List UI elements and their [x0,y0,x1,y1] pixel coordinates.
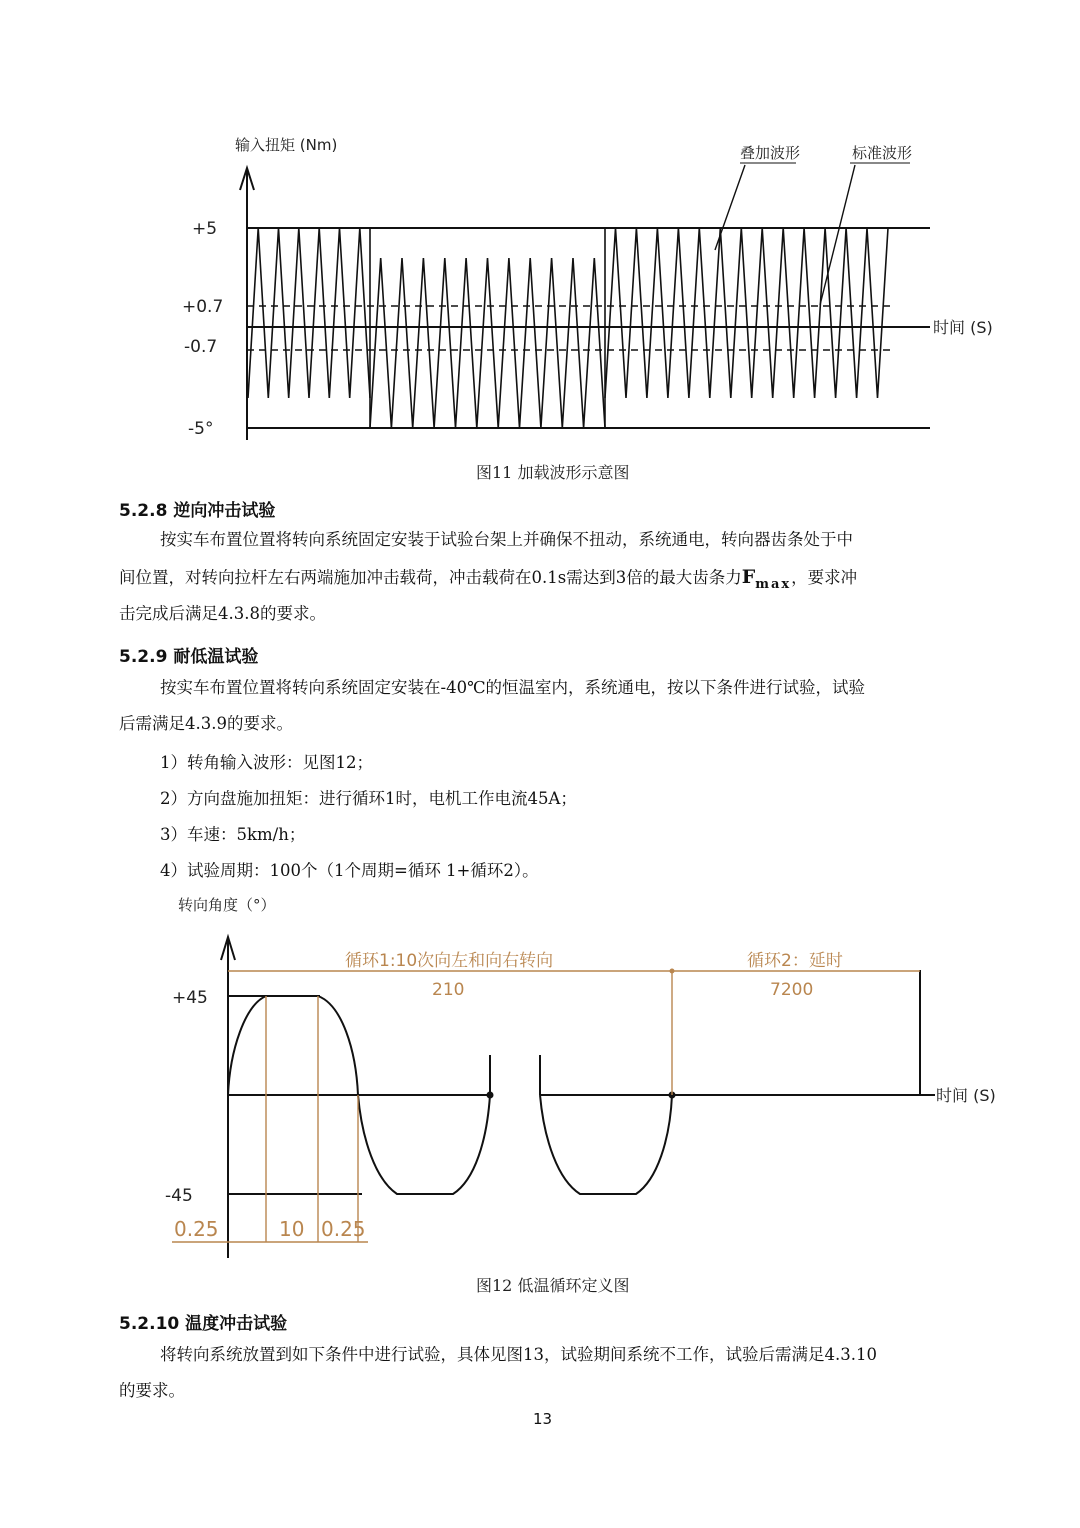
section-528-line-3: 击完成后满足4.3.8的要求。 [119,604,326,623]
section-529-line-1: 按实车布置位置将转向系统固定安装在-40℃的恒温室内，系统通电，按以下条件进行试验，试验 [160,678,866,697]
y-axis-label: 输入扭矩 (Nm) [235,136,338,154]
section-5210-line-1: 将转向系统放置到如下条件中进行试验，具体见图13，试验期间系统不工作，试验后需满足4.3.10 [160,1345,877,1364]
list-item-4: 4）试验周期：100个（1个周期=循环 1+循环2）。 [160,861,539,880]
y-tick-minus45: -45 [165,1186,193,1206]
dim-label-b: 10 [279,1217,305,1241]
legend-standard-wave: 标准波形 [852,144,913,162]
break-point-left [487,1092,494,1099]
x-axis-label: 时间 (S) [933,318,993,337]
figure-12-low-temp-cycle [0,885,1080,1265]
cycle-1-label: 循环1:10次向左和向右转向 [345,951,554,971]
section-528-heading: 5.2.8 逆向冲击试验 [119,501,276,521]
section-529-line-2: 后需满足4.3.9的要求。 [119,714,293,733]
figure-11-caption: 图11 加载波形示意图 [476,463,630,482]
fmax-subscript: max [755,576,792,592]
section-5210-heading: 5.2.10 温度冲击试验 [119,1314,288,1334]
fmax-base: F [741,566,756,588]
cycle-split-dot [670,969,675,974]
section-528-line-2-text: 间位置，对转向拉杆左右两端施加冲击载荷，冲击载荷在0.1s需达到3倍的最大齿条力 [119,568,742,587]
section-5210-line-2: 的要求。 [119,1381,185,1400]
cycle-2-value: 7200 [770,980,814,1000]
page-number: 13 [533,1410,553,1428]
waveform-segment-1 [248,228,370,398]
list-item-3: 3）车速：5km/h； [160,825,306,844]
cycle-2-label: 循环2：延时 [747,951,843,971]
y-tick-plus45: +45 [172,988,208,1008]
fmax-symbol [741,566,792,592]
legend-overlay-wave: 叠加波形 [740,144,801,162]
y-tick-minus5: -5° [188,419,214,439]
section-528-line-2-end: ，要求冲 [791,568,858,587]
y-tick-plus07: +0.7 [182,297,224,317]
list-item-2: 2）方向盘施加扭矩：进行循环1时，电机工作电流45A； [160,789,577,808]
figure-11-loading-waveform [0,120,1080,450]
dimension-lines [172,971,920,1242]
waveform-segment-2 [370,258,605,428]
cycle-1-value: 210 [432,980,465,1000]
dim-label-a: 0.25 [174,1217,219,1241]
figure-12-caption: 图12 低温循环定义图 [476,1276,630,1295]
waveform-segment-3 [605,228,888,398]
section-528-line-1: 按实车布置位置将转向系统固定安装于试验台架上并确保不扭动，系统通电，转向器齿条处于中 [160,530,853,549]
list-item-1: 1）转角输入波形：见图12； [160,753,373,772]
angle-curve-cycle-1-end [540,1095,672,1194]
y-tick-minus07: -0.7 [184,337,218,357]
section-529-heading: 5.2.9 耐低温试验 [119,647,259,667]
y-axis-label: 转向角度（°） [178,896,276,914]
x-axis-label: 时间 (S) [936,1086,996,1105]
dim-label-c: 0.25 [321,1217,366,1241]
y-tick-plus5: +5 [192,219,218,239]
